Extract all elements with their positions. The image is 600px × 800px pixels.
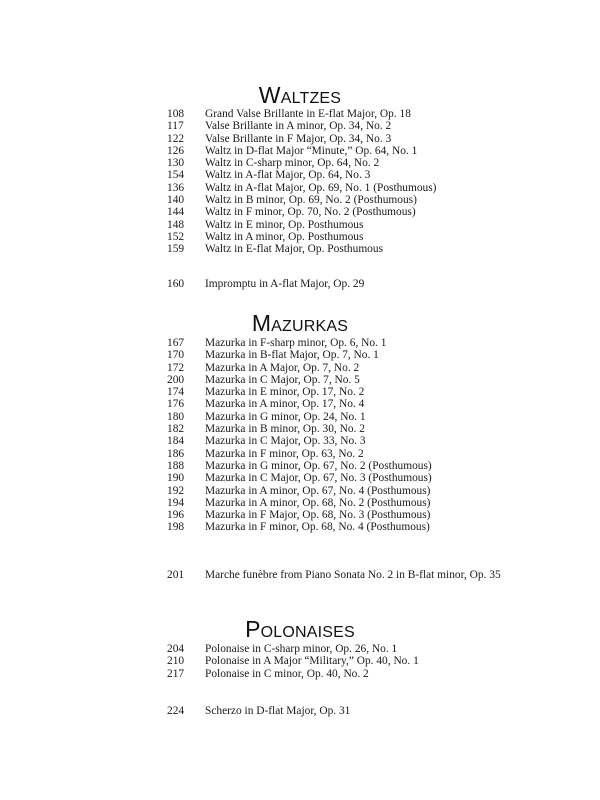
piece-title: Waltz in E minor, Op. Posthumous: [205, 218, 364, 231]
piece-title: Waltz in E-flat Major, Op. Posthumous: [205, 243, 384, 256]
list-item: [167, 374, 432, 386]
piece-title: Mazurka in F minor, Op. 63, No. 2: [205, 447, 364, 460]
piece-title: Waltz in A-flat Major, Op. 69, No. 1 (Posthumous): [205, 181, 437, 194]
waltzes-list: [167, 108, 436, 256]
list-item: [167, 362, 432, 374]
list-item: [167, 460, 432, 472]
page-number: 204: [167, 643, 185, 655]
list-item: [167, 349, 432, 361]
list-item: [167, 643, 419, 655]
page-number: 182: [167, 423, 185, 436]
page-number: 217: [167, 667, 185, 680]
list-item: [167, 157, 436, 169]
section-heading-polonaises: Polonaises: [245, 616, 355, 642]
list-item: [167, 497, 432, 509]
list-item: [167, 398, 432, 410]
list-item: [167, 120, 436, 132]
list-item: [167, 655, 419, 667]
piece-title: Mazurka in F-sharp minor, Op. 6, No. 1: [205, 337, 387, 349]
list-item: [167, 411, 432, 423]
page-number: 180: [167, 410, 185, 423]
piece-title: Waltz in D-flat Major “Minute,” Op. 64, No. 1: [205, 144, 418, 157]
list-item: [167, 668, 419, 680]
piece-title: Waltz in A minor, Op. Posthumous: [205, 230, 364, 243]
page-number: 130: [167, 157, 185, 170]
page-number: 172: [167, 361, 185, 374]
piece-title: Marche funèbre from Piano Sonata No. 2 in B-flat minor, Op. 35: [205, 569, 501, 581]
list-item: [167, 206, 436, 218]
list-item: [167, 133, 436, 145]
piece-title: Grand Valse Brillante in E-flat Major, Op. 18: [205, 108, 411, 120]
page-number: 198: [167, 521, 185, 534]
page-number: 152: [167, 230, 185, 243]
page-number: 122: [167, 132, 185, 145]
piece-title: Mazurka in B minor, Op. 30, No. 2: [205, 423, 365, 436]
page-number: 186: [167, 447, 185, 460]
piece-title: Waltz in B minor, Op. 69, No. 2 (Posthumous): [205, 194, 417, 207]
piece-title: Mazurka in E minor, Op. 17, No. 2: [205, 386, 365, 399]
piece-title: Scherzo in D-flat Major, Op. 31: [205, 705, 351, 717]
list-item: [167, 337, 432, 349]
piece-title: Polonaise in C-sharp minor, Op. 26, No. 1: [205, 643, 398, 655]
list-item: [167, 108, 436, 120]
page-number: 117: [167, 120, 184, 133]
scherzo-entry: [167, 705, 350, 717]
piece-title: Mazurka in C Major, Op. 67, No. 3 (Posthumous): [205, 472, 432, 485]
section-heading-mazurkas: Mazurkas: [251, 310, 349, 336]
piece-title: Mazurka in G minor, Op. 67, No. 2 (Posthumous): [205, 459, 432, 472]
piece-title: Mazurka in C Major, Op. 33, No. 3: [205, 435, 366, 448]
section-heading-waltzes: Waltzes: [258, 82, 342, 108]
list-item: [167, 145, 436, 157]
page-number: 184: [167, 435, 185, 448]
piece-title: Mazurka in F minor, Op. 68, No. 4 (Posthumous): [205, 521, 430, 534]
marche-funebre-entry: [167, 569, 501, 581]
page-number: 136: [167, 181, 185, 194]
page-number: 190: [167, 472, 185, 485]
list-item: [167, 435, 432, 447]
page-number: 159: [167, 243, 185, 256]
page-number: 140: [167, 194, 185, 207]
list-item: [167, 219, 436, 231]
list-item: [167, 194, 436, 206]
page-number: 126: [167, 144, 185, 157]
piece-title: Mazurka in A minor, Op. 17, No. 4: [205, 398, 365, 411]
list-item: [167, 521, 432, 533]
page-number: 188: [167, 459, 185, 472]
piece-title: Impromptu in A-flat Major, Op. 29: [205, 278, 365, 290]
polonaises-list: [167, 643, 419, 680]
page-number: 154: [167, 169, 185, 182]
piece-title: Mazurka in A Major, Op. 7, No. 2: [205, 361, 360, 374]
piece-title: Mazurka in A minor, Op. 68, No. 2 (Posthumous): [205, 496, 431, 509]
page-number: 108: [167, 108, 185, 120]
page-number: 160: [167, 278, 185, 290]
piece-title: Waltz in C-sharp minor, Op. 64, No. 2: [205, 157, 380, 170]
page-number: 174: [167, 386, 185, 399]
list-item: [167, 182, 436, 194]
piece-title: Valse Brillante in F Major, Op. 34, No. 3: [205, 132, 392, 145]
page-number: 224: [167, 705, 185, 717]
page-number: 210: [167, 655, 185, 668]
piece-title: Mazurka in A minor, Op. 67, No. 4 (Posthumous): [205, 484, 431, 497]
list-item: [167, 169, 436, 181]
piece-title: Waltz in F minor, Op. 70, No. 2 (Posthumous): [205, 206, 416, 219]
list-item: [167, 509, 432, 521]
list-item: [167, 472, 432, 484]
list-item: [167, 485, 432, 497]
page-number: 196: [167, 509, 185, 522]
page-number: 176: [167, 398, 185, 411]
mazurkas-list: [167, 337, 432, 534]
piece-title: Mazurka in F Major, Op. 68, No. 3 (Posthumous): [205, 509, 431, 522]
piece-title: Polonaise in A Major “Military,” Op. 40, No. 1: [205, 655, 419, 668]
page-number: 167: [167, 337, 185, 349]
piece-title: Waltz in A-flat Major, Op. 64, No. 3: [205, 169, 371, 182]
page-number: 144: [167, 206, 185, 219]
piece-title: Mazurka in B-flat Major, Op. 7, No. 1: [205, 349, 379, 362]
page-number: 201: [167, 569, 185, 581]
piece-title: Mazurka in C Major, Op. 7, No. 5: [205, 373, 360, 386]
piece-title: Valse Brillante in A minor, Op. 34, No. 2: [205, 120, 392, 133]
page-number: 148: [167, 218, 185, 231]
page-number: 194: [167, 496, 185, 509]
page-number: 200: [167, 373, 185, 386]
list-item: [167, 448, 432, 460]
list-item: [167, 386, 432, 398]
list-item: [167, 423, 432, 435]
impromptu-entry: [167, 278, 364, 290]
page-number: 170: [167, 349, 185, 362]
list-item: [167, 243, 436, 255]
piece-title: Mazurka in G minor, Op. 24, No. 1: [205, 410, 366, 423]
page-number: 192: [167, 484, 185, 497]
piece-title: Polonaise in C minor, Op. 40, No. 2: [205, 667, 369, 680]
list-item: [167, 231, 436, 243]
